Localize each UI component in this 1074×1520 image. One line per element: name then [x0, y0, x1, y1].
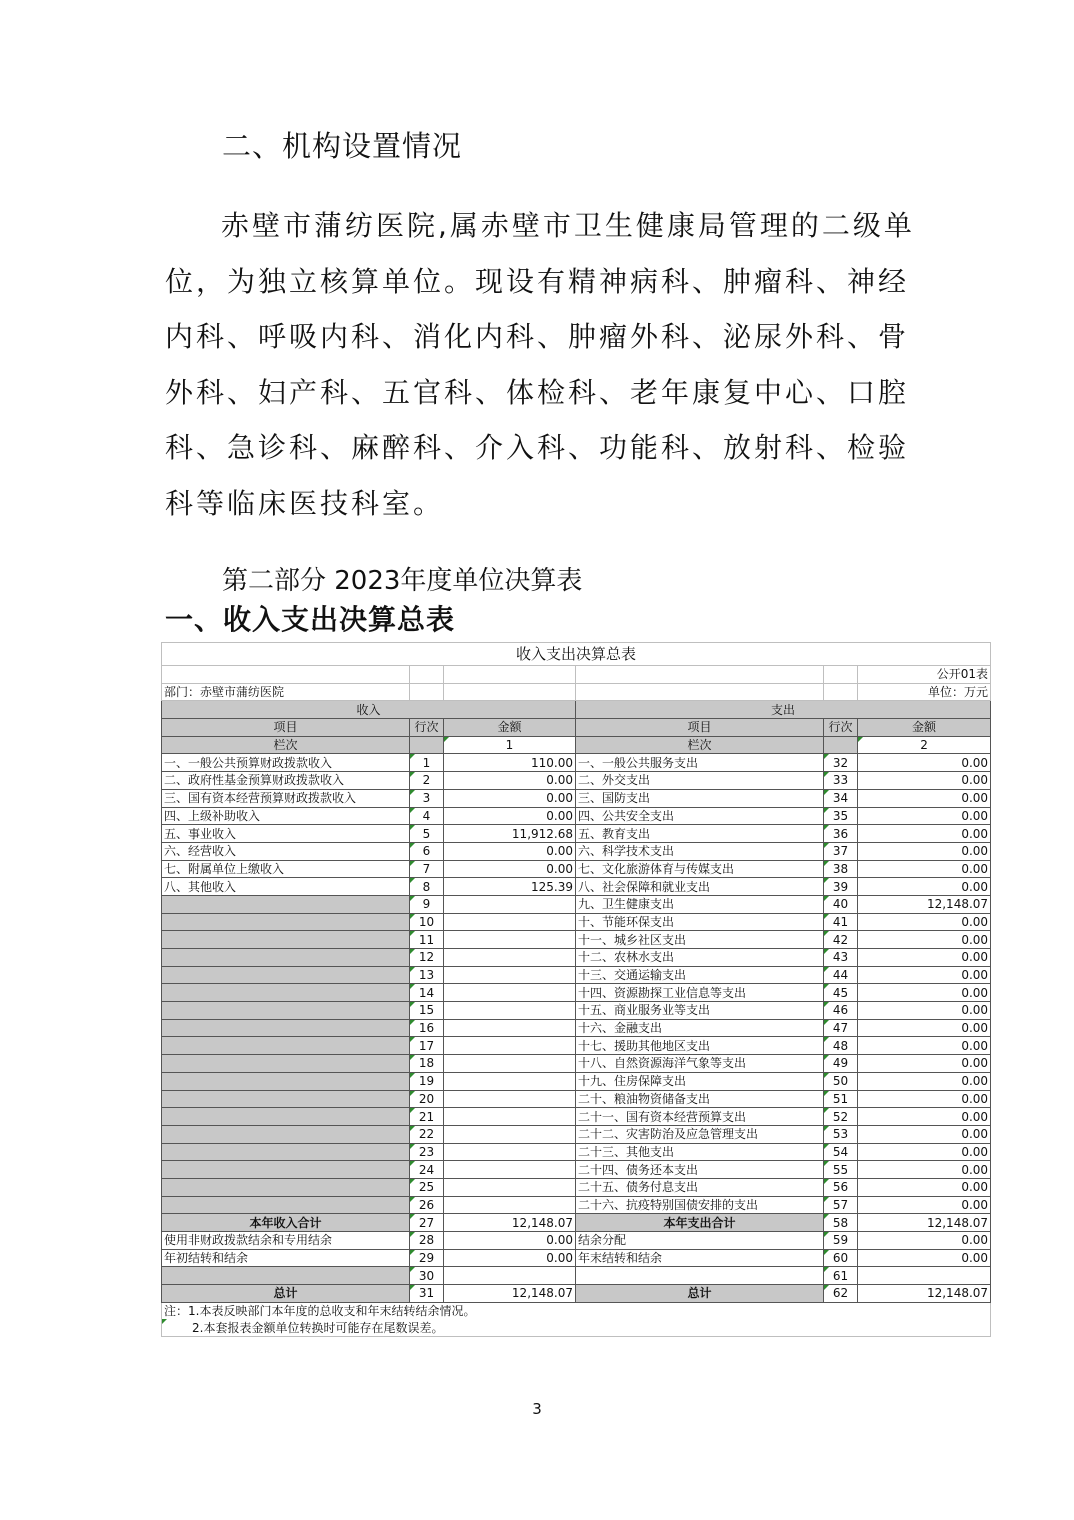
table-row [162, 1019, 991, 1037]
table-row [162, 1125, 991, 1143]
income-amount [444, 1161, 576, 1179]
income-amount: 12,148.07 [444, 1285, 576, 1303]
table-row [162, 1285, 991, 1303]
income-row-number: 17 [410, 1037, 444, 1055]
table-row [162, 1143, 991, 1161]
expense-item: 五、教育支出 [576, 825, 824, 843]
expense-amount: 0.00 [858, 966, 991, 984]
expense-row-number: 53 [824, 1125, 858, 1143]
expense-item: 总计 [576, 1285, 824, 1303]
income-amount: 0.00 [444, 1249, 576, 1267]
expense-item: 二十六、抗疫特别国债安排的支出 [576, 1196, 824, 1214]
expense-seq-label: 栏次 [576, 736, 824, 754]
table-row [162, 949, 991, 967]
table-row [162, 789, 991, 807]
table-row [162, 984, 991, 1002]
expense-row-number: 36 [824, 825, 858, 843]
income-item: 五、事业收入 [162, 825, 410, 843]
income-row-number: 29 [410, 1249, 444, 1267]
income-row-number: 10 [410, 913, 444, 931]
expense-row-number: 55 [824, 1161, 858, 1179]
expense-amount: 0.00 [858, 1072, 991, 1090]
income-item [162, 1108, 410, 1126]
expense-amount: 0.00 [858, 842, 991, 860]
org-paragraph [165, 198, 925, 531]
department-label: 部门：赤壁市蒲纺医院 [162, 683, 410, 701]
expense-row-number: 37 [824, 842, 858, 860]
expense-item: 年末结转和结余 [576, 1249, 824, 1267]
expense-item: 四、公共安全支出 [576, 807, 824, 825]
income-row-number: 30 [410, 1267, 444, 1285]
expense-amount: 0.00 [858, 825, 991, 843]
expense-item [576, 1267, 824, 1285]
income-item [162, 1161, 410, 1179]
expense-amount: 0.00 [858, 772, 991, 790]
table-note-1: 注：1.本表反映部门本年度的总收支和年末结转结余情况。 [162, 1302, 991, 1319]
table-title: 收入支出决算总表 [162, 643, 991, 666]
expense-row-number: 57 [824, 1196, 858, 1214]
income-item [162, 1267, 410, 1285]
income-row-number: 14 [410, 984, 444, 1002]
expense-item: 二十一、国有资本经营预算支出 [576, 1108, 824, 1126]
income-amount [444, 1125, 576, 1143]
table-row [162, 1178, 991, 1196]
expense-item: 结余分配 [576, 1232, 824, 1250]
expense-item: 八、社会保障和就业支出 [576, 878, 824, 896]
table-row [162, 1037, 991, 1055]
expense-amount: 0.00 [858, 1055, 991, 1073]
expense-item: 一、一般公共服务支出 [576, 754, 824, 772]
expense-row-number: 38 [824, 860, 858, 878]
income-item: 本年收入合计 [162, 1214, 410, 1232]
income-row-number: 15 [410, 1002, 444, 1020]
expense-amount: 0.00 [858, 1196, 991, 1214]
income-amount [444, 1267, 576, 1285]
income-amount: 110.00 [444, 754, 576, 772]
income-item [162, 1055, 410, 1073]
income-row-number: 18 [410, 1055, 444, 1073]
income-row-number: 20 [410, 1090, 444, 1108]
table-row [162, 878, 991, 896]
expense-item: 七、文化旅游体育与传媒支出 [576, 860, 824, 878]
income-item [162, 1072, 410, 1090]
income-row-number: 21 [410, 1108, 444, 1126]
income-amount: 0.00 [444, 789, 576, 807]
expense-amount: 0.00 [858, 789, 991, 807]
income-row-number: 1 [410, 754, 444, 772]
income-item: 一、一般公共预算财政拨款收入 [162, 754, 410, 772]
income-item: 六、经营收入 [162, 842, 410, 860]
expense-amount: 0.00 [858, 1143, 991, 1161]
table-row [162, 1232, 991, 1250]
income-item [162, 1019, 410, 1037]
income-row-number: 8 [410, 878, 444, 896]
expense-item: 十六、金融支出 [576, 1019, 824, 1037]
income-item [162, 984, 410, 1002]
expense-row-number: 60 [824, 1249, 858, 1267]
expense-amount: 0.00 [858, 913, 991, 931]
income-row-number: 9 [410, 895, 444, 913]
expense-row-number: 42 [824, 931, 858, 949]
expense-amount-header: 金额 [858, 719, 991, 737]
expense-row-number: 54 [824, 1143, 858, 1161]
income-row-number: 12 [410, 949, 444, 967]
org-paragraph-text: 赤壁市蒲纺医院,属赤壁市卫生健康局管理的二级单位，为独立核算单位。现设有精神病科、肿瘤科、神经内科、呼吸内科、消化内科、肿瘤外科、泌尿外科、骨外科、妇产科、五官科、体检科、老年康复中心、口腔科、急诊科、麻醉科、介入科、功能科、放射科、检验科等临床医技科室。 [165, 209, 915, 520]
income-item [162, 1037, 410, 1055]
expense-row-number: 40 [824, 895, 858, 913]
income-amount [444, 949, 576, 967]
table-row [162, 807, 991, 825]
table-row [162, 1249, 991, 1267]
expense-amount: 0.00 [858, 860, 991, 878]
income-amount: 0.00 [444, 860, 576, 878]
expense-item: 二十四、债务还本支出 [576, 1161, 824, 1179]
expense-amount: 0.00 [858, 1161, 991, 1179]
table-section-title: 一、收入支出决算总表 [165, 603, 456, 636]
income-row-number: 4 [410, 807, 444, 825]
expense-row-number: 52 [824, 1108, 858, 1126]
income-row-number: 3 [410, 789, 444, 807]
expense-amount: 0.00 [858, 1249, 991, 1267]
income-amount [444, 895, 576, 913]
income-amount [444, 1072, 576, 1090]
expense-row-number: 45 [824, 984, 858, 1002]
income-item: 年初结转和结余 [162, 1249, 410, 1267]
expense-item: 三、国防支出 [576, 789, 824, 807]
income-item [162, 949, 410, 967]
income-seq-number: 1 [444, 736, 576, 754]
expense-item: 二十三、其他支出 [576, 1143, 824, 1161]
table-row [162, 772, 991, 790]
income-amount [444, 1108, 576, 1126]
expense-item: 二十、粮油物资储备支出 [576, 1090, 824, 1108]
expense-row-number: 50 [824, 1072, 858, 1090]
income-row-number: 22 [410, 1125, 444, 1143]
expense-row-number: 41 [824, 913, 858, 931]
income-amount: 125.39 [444, 878, 576, 896]
income-amount: 11,912.68 [444, 825, 576, 843]
expense-item: 二十五、债务付息支出 [576, 1178, 824, 1196]
expense-item: 十、节能环保支出 [576, 913, 824, 931]
table-note-2: 2.本套报表金额单位转换时可能存在尾数误差。 [162, 1319, 991, 1336]
income-amount [444, 966, 576, 984]
expense-amount: 12,148.07 [858, 1214, 991, 1232]
expense-amount: 0.00 [858, 754, 991, 772]
income-row-number: 11 [410, 931, 444, 949]
expense-amount: 12,148.07 [858, 895, 991, 913]
expense-item: 十九、住房保障支出 [576, 1072, 824, 1090]
income-row-number: 16 [410, 1019, 444, 1037]
income-row-number: 13 [410, 966, 444, 984]
expense-row-number: 61 [824, 1267, 858, 1285]
expense-item: 本年支出合计 [576, 1214, 824, 1232]
income-amount [444, 1019, 576, 1037]
income-item-header: 项目 [162, 719, 410, 737]
table-row [162, 860, 991, 878]
income-expense-table [161, 642, 991, 1337]
income-item [162, 1125, 410, 1143]
income-amount: 0.00 [444, 772, 576, 790]
expense-row-number: 59 [824, 1232, 858, 1250]
table-row [162, 825, 991, 843]
expense-item: 二十二、灾害防治及应急管理支出 [576, 1125, 824, 1143]
income-row-number: 28 [410, 1232, 444, 1250]
income-item: 七、附属单位上缴收入 [162, 860, 410, 878]
table-row [162, 913, 991, 931]
page-number: 3 [532, 1400, 542, 1418]
income-amount: 0.00 [444, 842, 576, 860]
income-amount [444, 1055, 576, 1073]
income-seq-label: 栏次 [162, 736, 410, 754]
expense-amount [858, 1267, 991, 1285]
unit-label: 单位：万元 [858, 683, 991, 701]
expense-row-number: 44 [824, 966, 858, 984]
income-row-number: 31 [410, 1285, 444, 1303]
income-row-number: 25 [410, 1178, 444, 1196]
expense-amount: 0.00 [858, 807, 991, 825]
income-row-number: 19 [410, 1072, 444, 1090]
table-row [162, 1090, 991, 1108]
income-amount [444, 931, 576, 949]
income-row-number: 23 [410, 1143, 444, 1161]
table-row [162, 754, 991, 772]
expense-row-number: 47 [824, 1019, 858, 1037]
expense-amount: 0.00 [858, 949, 991, 967]
table-row [162, 1055, 991, 1073]
income-row-number: 6 [410, 842, 444, 860]
expense-amount: 0.00 [858, 1037, 991, 1055]
expense-row-number: 33 [824, 772, 858, 790]
income-item: 总计 [162, 1285, 410, 1303]
expense-row-number: 46 [824, 1002, 858, 1020]
expense-amount: 0.00 [858, 984, 991, 1002]
expense-row-number: 51 [824, 1090, 858, 1108]
table-row [162, 1108, 991, 1126]
income-row-number: 2 [410, 772, 444, 790]
expense-header: 支出 [576, 701, 991, 719]
expense-item: 十一、城乡社区支出 [576, 931, 824, 949]
income-item: 使用非财政拨款结余和专用结余 [162, 1232, 410, 1250]
income-row-number: 7 [410, 860, 444, 878]
expense-row-number: 34 [824, 789, 858, 807]
income-amount [444, 1090, 576, 1108]
income-row-number: 26 [410, 1196, 444, 1214]
expense-row-number: 32 [824, 754, 858, 772]
expense-amount: 0.00 [858, 1019, 991, 1037]
expense-amount: 0.00 [858, 878, 991, 896]
income-item [162, 1090, 410, 1108]
table-row [162, 1072, 991, 1090]
table-row [162, 1196, 991, 1214]
income-item [162, 1143, 410, 1161]
income-item: 四、上级补助收入 [162, 807, 410, 825]
table-row [162, 931, 991, 949]
income-item: 八、其他收入 [162, 878, 410, 896]
income-amount [444, 1143, 576, 1161]
expense-item: 九、卫生健康支出 [576, 895, 824, 913]
expense-item-header: 项目 [576, 719, 824, 737]
expense-item: 十七、援助其他地区支出 [576, 1037, 824, 1055]
expense-row-number: 48 [824, 1037, 858, 1055]
expense-row-header: 行次 [824, 719, 858, 737]
income-amount [444, 1178, 576, 1196]
expense-row-number: 43 [824, 949, 858, 967]
income-amount [444, 1002, 576, 1020]
expense-row-number: 62 [824, 1285, 858, 1303]
income-row-number: 24 [410, 1161, 444, 1179]
income-amount: 0.00 [444, 807, 576, 825]
expense-amount: 0.00 [858, 1125, 991, 1143]
income-item [162, 1002, 410, 1020]
income-item [162, 1178, 410, 1196]
table-row [162, 1161, 991, 1179]
part-title: 第二部分 2023年度单位决算表 [222, 566, 583, 596]
expense-row-number: 35 [824, 807, 858, 825]
income-amount: 12,148.07 [444, 1214, 576, 1232]
expense-row-number: 49 [824, 1055, 858, 1073]
income-item [162, 966, 410, 984]
table-row [162, 842, 991, 860]
section-heading: 二、机构设置情况 [222, 129, 463, 163]
table-row [162, 1214, 991, 1232]
table-row [162, 895, 991, 913]
income-amount: 0.00 [444, 1232, 576, 1250]
expense-item: 二、外交支出 [576, 772, 824, 790]
income-amount [444, 1196, 576, 1214]
expense-amount: 0.00 [858, 1108, 991, 1126]
income-item [162, 913, 410, 931]
expense-row-number: 39 [824, 878, 858, 896]
expense-amount: 0.00 [858, 1232, 991, 1250]
income-item [162, 895, 410, 913]
expense-row-number: 58 [824, 1214, 858, 1232]
expense-item: 十四、资源勘探工业信息等支出 [576, 984, 824, 1002]
expense-amount: 12,148.07 [858, 1285, 991, 1303]
expense-seq-number: 2 [858, 736, 991, 754]
table-code: 公开01表 [858, 666, 991, 684]
table-row [162, 966, 991, 984]
income-amount-header: 金额 [444, 719, 576, 737]
expense-item: 十八、自然资源海洋气象等支出 [576, 1055, 824, 1073]
budget-table-wrapper [161, 642, 990, 1337]
table-row [162, 1267, 991, 1285]
income-row-number: 27 [410, 1214, 444, 1232]
expense-item: 六、科学技术支出 [576, 842, 824, 860]
income-item [162, 1196, 410, 1214]
expense-amount: 0.00 [858, 1002, 991, 1020]
expense-row-number: 56 [824, 1178, 858, 1196]
income-item: 三、国有资本经营预算财政拨款收入 [162, 789, 410, 807]
income-item [162, 931, 410, 949]
income-amount [444, 913, 576, 931]
income-row-header: 行次 [410, 719, 444, 737]
expense-item: 十三、交通运输支出 [576, 966, 824, 984]
income-header: 收入 [162, 701, 576, 719]
income-amount [444, 984, 576, 1002]
table-row [162, 1002, 991, 1020]
income-amount [444, 1037, 576, 1055]
expense-amount: 0.00 [858, 931, 991, 949]
income-row-number: 5 [410, 825, 444, 843]
income-item: 二、政府性基金预算财政拨款收入 [162, 772, 410, 790]
expense-item: 十二、农林水支出 [576, 949, 824, 967]
expense-item: 十五、商业服务业等支出 [576, 1002, 824, 1020]
expense-amount: 0.00 [858, 1178, 991, 1196]
expense-amount: 0.00 [858, 1090, 991, 1108]
